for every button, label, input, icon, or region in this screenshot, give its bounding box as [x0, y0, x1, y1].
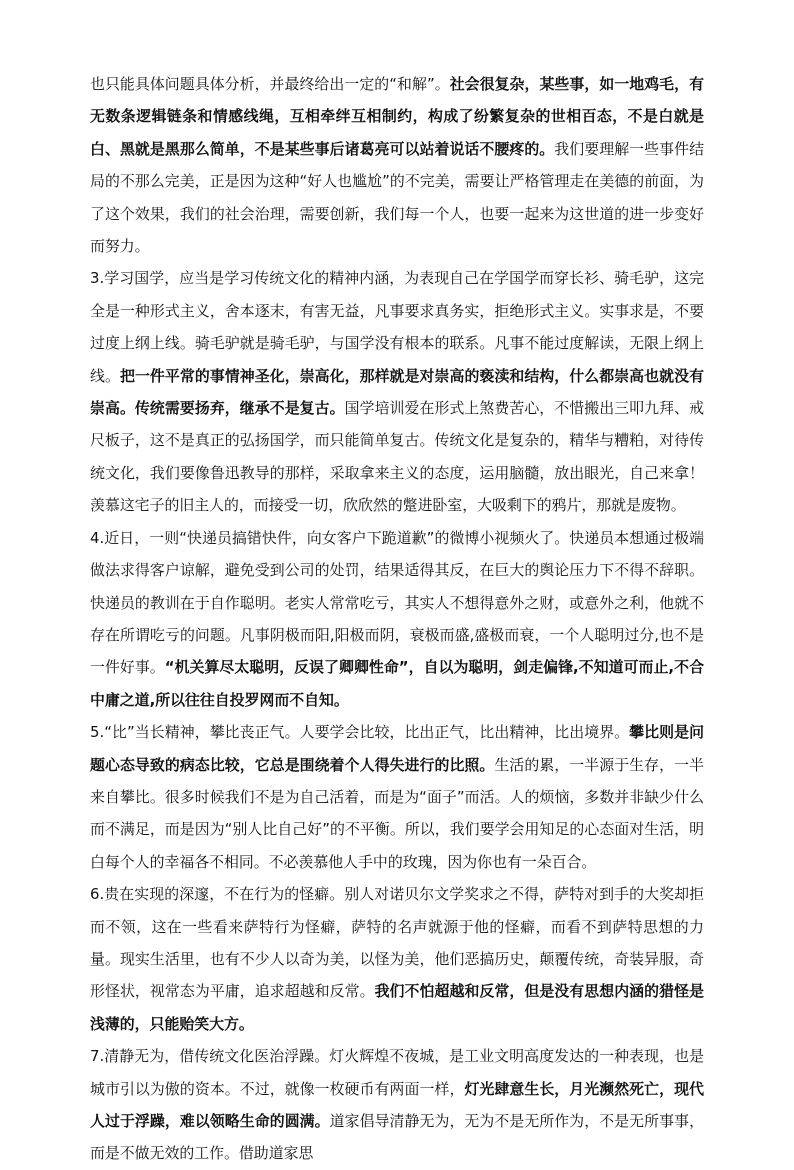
- bold-text: 把一件平常的事情神圣化，崇高化，那样就是对崇高的亵渎和结构，什么都崇高也就没有崇高。传统需要扬弃，继承不是复古。: [90, 366, 704, 418]
- body-text: 国学培训爱在形式上煞费苦心，不惜搬出三叩九拜、戒尺板子，这不是真正的弘扬国学，而只能简单复古。传统文化是复杂的，精华与糟粕，对待传统文化，我们要像鲁迅教导的那样，采取拿来主义的态度，运用脑髓，放出眼光，自己来拿！羡慕这宅子的旧主人的，而接受一切，欣欣然的蹩进卧室，大吸剩下的鸦片，那就是废物。: [90, 399, 704, 515]
- body-text: 4.近日，一则“快递员搞错快件，向女客户下跪道歉”的微博小视频火了。快递员本想通过极端做法求得客户谅解，避免受到公司的处罚，结果适得其反，在巨大的舆论压力下不得不辞职。快递员的教训在于自作聪明。老实人常常吃亏，其实人不想得意外之财，或意外之利，他就不存在所谓吃亏的问题。凡事阴极而阳,阳极而阴，衰极而盛,盛极而衰，一个人聪明过分,也不是一件好事。: [90, 528, 704, 677]
- body-text: 道家倡导清静无为，无为不是无所作为，不是无所事事，而是不做无效的工作。借助道家思: [90, 1112, 704, 1163]
- body-text: 生活的累，一半源于生存，一半来自攀比。很多时候我们不是为自己活着，而是为“面子”而活。人的烦恼，多数并非缺少什么而不满足，而是因为“别人比自己好”的不平衡。所以，我们要学会用知足的心态面对生活，明白每个人的幸福各不相同。不必羡慕他人手中的玫瑰，因为你也有一朵百合。: [90, 755, 704, 871]
- paragraph: [90, 716, 704, 878]
- body-text: 7.清静无为，借传统文化医治浮躁。灯火辉煌不夜城，是工业文明高度发达的一种表现，也是城市引以为傲的资本。不过，就像一枚硬币有两面一样，: [90, 1047, 704, 1098]
- body-text: 我们要理解一些事件结局的不那么完美，正是因为这种“好人也尴尬”的不完美，需要让严格管理走在美德的前面，为了这个效果，我们的社会治理，需要创新，我们每一个人，也要一起来为这世道的进一步变好而努力。: [90, 139, 704, 256]
- paragraph: [90, 1040, 704, 1170]
- bold-text: 攀比则是问题心态导致的病态比较，它总是围绕着个人得失进行的比照。: [90, 723, 704, 774]
- bold-text: 我们不怕超越和反常，但是没有思想内涵的猎怪是浅薄的，只能贻笑大方。: [90, 982, 704, 1033]
- body-text: 5.“比”当长精神，攀比丧正气。人要学会比较，比出正气，比出精神，比出境界。: [90, 723, 630, 742]
- bold-text: 灯光肆意生长，月光濒然死亡，现代人过于浮躁，难以领略生命的圆满。: [90, 1079, 704, 1130]
- bold-text: “机关算尽太聪明，反误了卿卿性命”，自以为聪明，剑走偏锋,不知道可而止,不合中庸之道,所以往往自投罗网而不自知。: [90, 658, 704, 709]
- body-text: 3.学习国学，应当是学习传统文化的精神内涵，为表现自己在学国学而穿长衫、骑毛驴，这完全是一种形式主义，舍本逐末，有害无益，凡事要求真务实，拒绝形式主义。实事求是，不要过度上纲上线。骑毛驴就是骑毛驴，与国学没有根本的联系。凡事不能过度解读，无限上纲上线。: [90, 269, 704, 385]
- body-text: 6.贵在实现的深邃，不在行为的怪癖。别人对诺贝尔文学奖求之不得，萨特对到手的大奖却拒而不领，这在一些看来萨特行为怪癖，萨特的名声就源于他的怪癖，而看不到萨特思想的力量。现实生活里，也有不少人以奇为美，以怪为美，他们恶搞历史，颠覆传统，奇装异服，奇形怪状，视常态为平庸，追求超越和反常。: [90, 885, 704, 1001]
- bold-text: 社会很复杂，某些事，如一地鸡毛，有无数条逻辑链条和情感线绳，互相牵绊互相制约，构成了纷繁复杂的世相百态，不是白就是白、黑就是黑那么简单，不是某些事后诸葛亮可以站着说话不腰疼的。: [90, 75, 704, 158]
- paragraph: [90, 68, 704, 262]
- paragraph: [90, 262, 704, 521]
- paragraph: [90, 522, 704, 716]
- paragraph: [90, 878, 704, 1040]
- document-body: [90, 68, 704, 1170]
- body-text: 也只能具体问题具体分析，并最终给出一定的“和解”。: [90, 75, 450, 93]
